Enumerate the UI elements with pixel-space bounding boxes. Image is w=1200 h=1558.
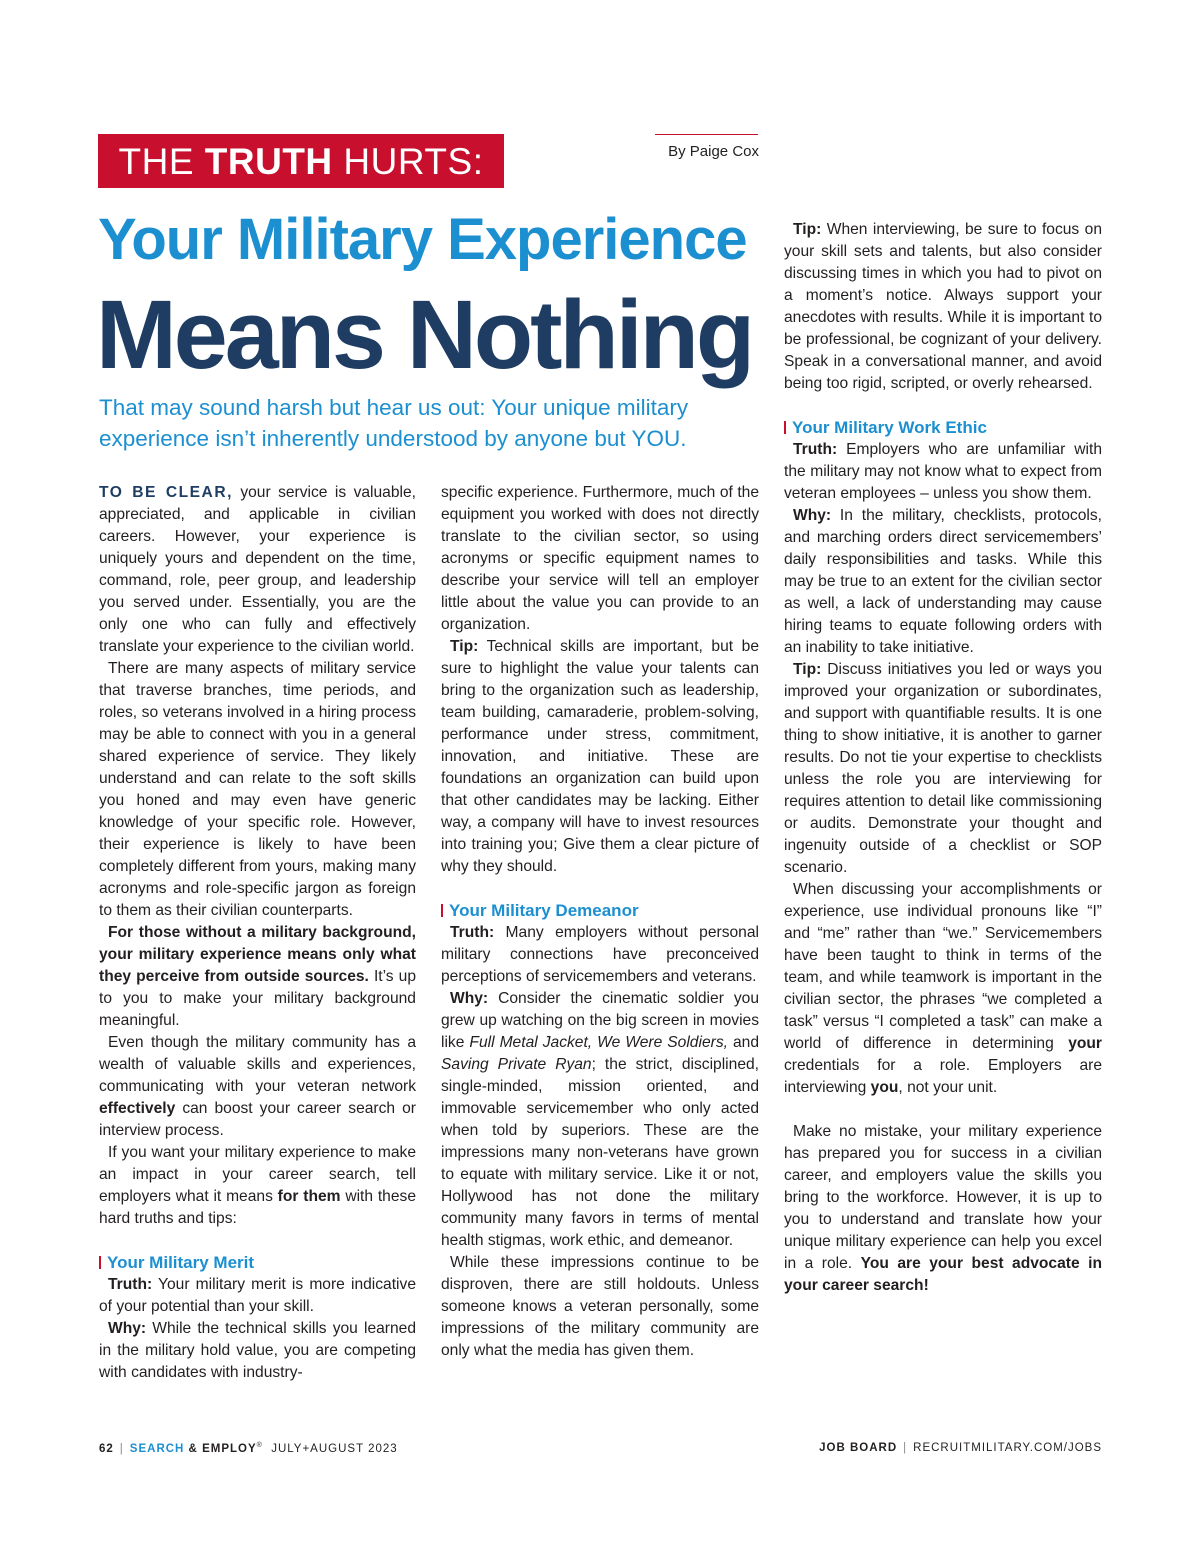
paragraph (99, 922, 416, 1032)
label: Truth: (793, 441, 838, 458)
spacer (99, 1230, 416, 1252)
paragraph-text: When interviewing, be sure to focus on your skill sets and talents, but also consider discussing times in which you had to pivot on a moment’s notice. Always support your anecdotes with results. While it is important to be professional, be cognizant of your delivery. Speak in a conversational manner, and avoid being too rigid, scripted, or overly rehearsed. (784, 221, 1102, 392)
publication-name: SEARCH (129, 1442, 185, 1455)
label: Truth: (108, 1276, 153, 1293)
paragraph-text: Your military merit is more indicative of your potential than your skill. (99, 1276, 416, 1315)
paragraph (784, 505, 1102, 659)
paragraph-text: Many employers without personal military connections have preconceived perceptions of servicemembers and veterans. (441, 924, 759, 985)
paragraph (99, 1142, 416, 1230)
publication-amp: & (184, 1442, 203, 1455)
registered-mark: ® (256, 1442, 263, 1449)
heading-bar (784, 421, 786, 434)
paragraph (784, 439, 1102, 505)
paragraph: specific experience. Furthermore, much of the equipment you worked with does not directly translate to the civilian sector, so using acronyms or specific equipment names to describe your service will tell an employer little about the value you can provide to an organization. (441, 484, 759, 633)
paragraph-text: with these hard truths and tips: (99, 1188, 416, 1227)
paragraph-text: Discuss initiatives you led or ways you improved your organization or subordinates, and support with quantifiable results. It is one thing to show initiative, it is another to garner results. Do not tie your expertise to checklists unless the role you are interviewing for requires attention to detail like commissioning or audits. Demonstrate your thought and ingenuity outside of a checklist or SOP scenario. (784, 661, 1102, 876)
paragraph (784, 879, 1102, 1099)
paragraph (784, 1121, 1102, 1297)
paragraph (99, 1032, 416, 1142)
bold-text: effectively (99, 1100, 176, 1117)
paragraph (99, 1318, 416, 1384)
paragraph (99, 482, 416, 658)
paragraph (441, 636, 759, 878)
film-title: Saving Private Ryan (441, 1056, 592, 1073)
paragraph-text: Employers who are unfamiliar with the military may not know what to expect from veteran employees – unless you show them. (784, 441, 1102, 502)
byline: By Paige Cox (668, 143, 759, 160)
headline-line-2: Means Nothing (96, 280, 753, 389)
label: Why: (108, 1320, 147, 1337)
paragraph-text: In the military, checklists, protocols, and marching orders direct servicemembers’ daily responsibilities and tasks. While this may be true to an extent for the civilian sector as well, a lack of understanding may cause hiring teams to equate following orders with an inability to take initiative. (784, 507, 1102, 656)
paragraph (784, 659, 1102, 879)
heading-text: Your Military Merit (107, 1253, 255, 1272)
paragraph-text: Even though the military community has a wealth of valuable skills and experiences, communicating with your veteran network (99, 1034, 416, 1095)
paragraph-text: Consider the cinematic soldier you grew up watching on the big screen in movies like (441, 990, 759, 1051)
label: Truth: (450, 924, 495, 941)
headline-line-1: Your Military Experience (98, 207, 747, 272)
paragraph-text: , not your unit. (898, 1079, 998, 1096)
issue-date: JULY+AUGUST 2023 (271, 1442, 398, 1455)
paragraph-text: It’s up to you to make your military background meaningful. (99, 968, 417, 1029)
spacer (441, 878, 759, 900)
heading-text: Your Military Demeanor (449, 901, 639, 920)
column-3 (784, 219, 1102, 1297)
article-banner (98, 134, 504, 188)
bold-text: For those without a military background, your military experience means only what they perceive from outside sources. (99, 924, 416, 985)
paragraph: While these impressions continue to be disproven, there are still holdouts. Unless someone knows a veteran personally, some impressions of the military community are only what the media has given them. (441, 1254, 759, 1359)
film-title: Full Metal Jacket, We Were Soldiers, (469, 1034, 728, 1051)
paragraph-text: If you want your military experience to make an impact in your career search, tell employers what it means (99, 1144, 416, 1205)
bold-text: you (870, 1079, 899, 1096)
label: Why: (450, 990, 489, 1007)
label: Tip: (793, 661, 822, 678)
paragraph (99, 1274, 416, 1318)
paragraph-text: While the technical skills you learned in the military hold value, you are competing with candidates with industry- (99, 1320, 416, 1381)
section-heading-merit (99, 1252, 416, 1274)
paragraph-text: When discussing your accomplishments or experience, use individual pronouns like “I” and “me” rather than “we.” Servicemembers have been taught to think in terms of the team, and while teamwork is important in the civilian sector, the phrases “we completed a task” versus “I completed a task” can make a world of difference in determining (784, 881, 1102, 1052)
deck: That may sound harsh but hear us out: Your unique military experience isn’t inherently understood by anyone but YOU. (99, 395, 689, 451)
paragraph-text: your service is valuable, appreciated, and applicable in civilian careers. However, your experience is uniquely yours and dependent on the time, command, role, peer group, and leadership you served under. Essentially, you are the only one who can fully and effectively translate your experience to the civilian world. (99, 484, 416, 655)
paragraph-text: can boost your career search or interview process. (99, 1100, 416, 1139)
section-heading-work-ethic (784, 417, 1102, 439)
column-2 (441, 482, 759, 1362)
label: Tip: (793, 221, 822, 238)
column-1 (99, 482, 416, 1384)
paragraph-text: credentials for a role. Employers are interviewing (784, 1057, 1102, 1096)
publication-name-2: EMPLOY (202, 1442, 257, 1455)
heading-bar (441, 904, 443, 917)
banner-text (118, 140, 484, 182)
spacer (784, 395, 1102, 417)
paragraph (441, 922, 759, 988)
banner-pre: THE (118, 140, 205, 182)
heading-bar (99, 1256, 101, 1269)
label: Tip: (450, 638, 479, 655)
bold-text: your (1068, 1035, 1102, 1052)
byline-rule (655, 134, 758, 135)
paragraph (441, 988, 759, 1252)
paragraph-text: Technical skills are important, but be sure to highlight the value your talents can bring to the organization such as leadership, team building, camaraderie, problem-solving, performance under stress, commitment, innovation, and initiative. These are foundations an organization can build upon that other candidates may be lacking. Either way, a company will have to invest resources into training you; Give them a clear picture of why they should. (441, 638, 759, 875)
footer-left (99, 1442, 398, 1455)
banner-post: HURTS: (332, 140, 484, 182)
website-url: RECRUITMILITARY.COM/JOBS (913, 1442, 1102, 1454)
paragraph-text: and (727, 1034, 759, 1051)
footer-separator: | (119, 1442, 124, 1455)
bold-text: for them (277, 1188, 341, 1205)
spacer (784, 1099, 1102, 1121)
heading-text: Your Military Work Ethic (792, 418, 987, 437)
bold-text: You are your best advocate in your career search! (784, 1255, 1102, 1294)
banner-bold: TRUTH (204, 140, 333, 182)
section-label: JOB BOARD (819, 1442, 898, 1454)
footer-right (819, 1442, 1102, 1454)
section-heading-demeanor (441, 900, 759, 922)
paragraph (784, 219, 1102, 395)
paragraph-text: Make no mistake, your military experience has prepared you for success in a civilian career, and employers value the skills you bring to the workforce. However, it is up to you to understand and translate how your unique military experience can help you excel in a role. (784, 1123, 1102, 1272)
paragraph-text: ; the strict, disciplined, single-minded, mission oriented, and immovable servicemember who only acted when told by superiors. These are the impressions many non-veterans have grown to equate with military service. Like it or not, Hollywood has not done the military community many favors in terms of mental health stigmas, work ethic, and demeanor. (441, 1056, 759, 1249)
paragraph: There are many aspects of military service that traverse branches, time periods, and roles, so veterans involved in a hiring process may be able to connect with you in a general shared experience of service. They likely understand and can relate to the soft skills you honed and may even have generic knowledge of your specific role. However, their experience is likely to have been completely different from yours, making many acronyms and role-specific jargon as foreign to them as their civilian counterparts. (99, 660, 416, 919)
label: Why: (793, 507, 832, 524)
page-number: 62 (99, 1442, 114, 1455)
footer-separator: | (903, 1442, 908, 1454)
lead-in: TO BE CLEAR, (99, 484, 233, 501)
